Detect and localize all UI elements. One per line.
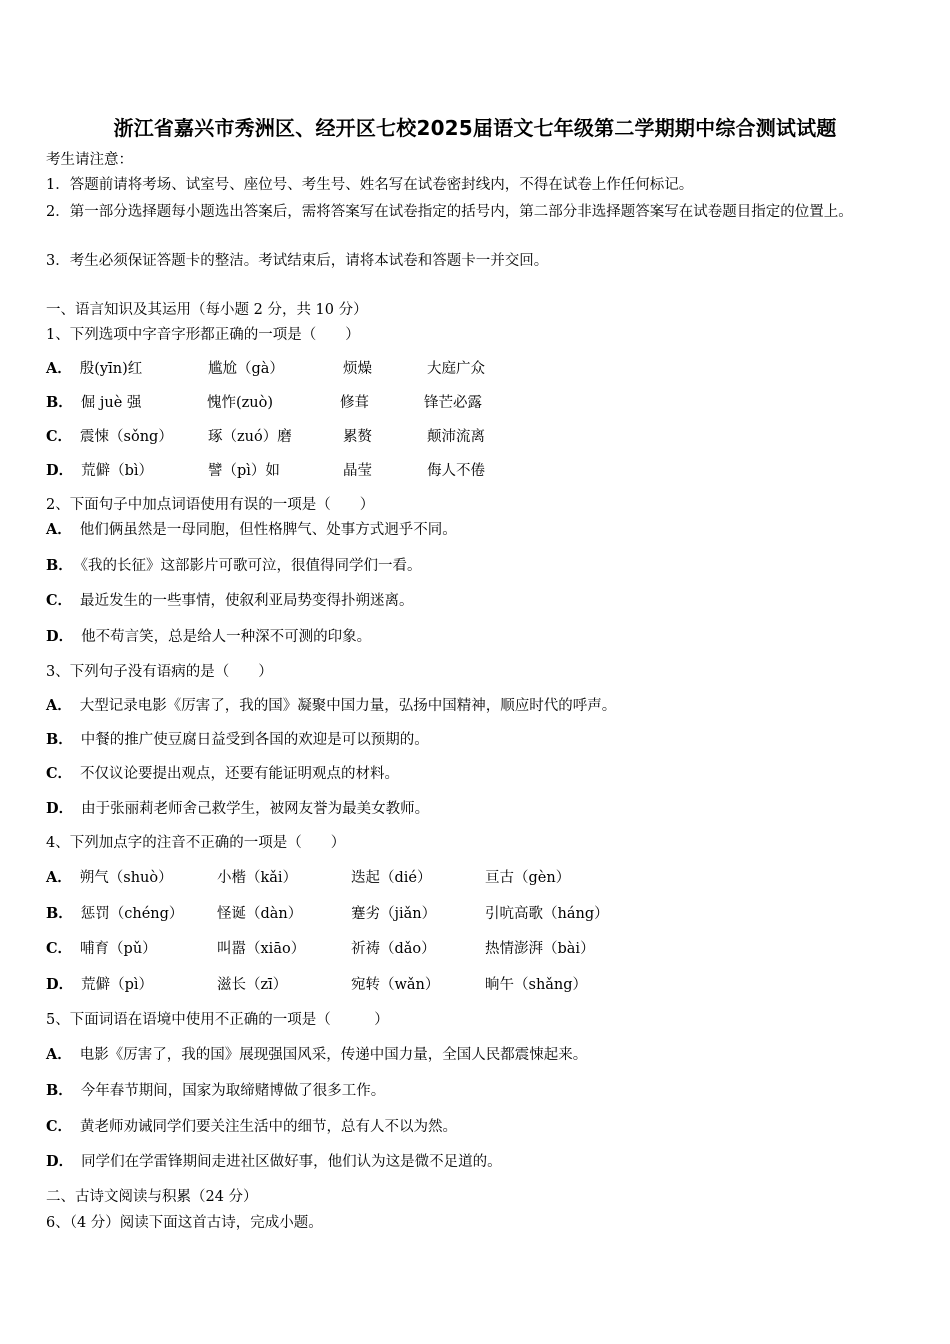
option-row xyxy=(46,939,157,959)
option-row xyxy=(46,1081,385,1101)
option-text: 电影《厉害了，我的国》展现强国风采，传递中国力量，全国人民都震悚起来。 xyxy=(79,1047,588,1063)
question-stem: 3、下列句子没有语病的是（ ） xyxy=(46,664,273,680)
option-item: 小楷（kǎi） xyxy=(217,870,298,886)
option-item: 荒僻（pì） xyxy=(81,977,153,993)
option-label: A． xyxy=(46,360,72,377)
option-item: 亘古（gèn） xyxy=(485,870,571,886)
option-label: C． xyxy=(46,592,73,609)
option-item: 迭起（dié） xyxy=(351,870,432,886)
option-item: 晌午（shǎng） xyxy=(485,977,588,993)
option-text: 《我的长征》这部影片可歌可泣，很值得同学们一看。 xyxy=(80,558,422,574)
option-label: B． xyxy=(46,731,73,748)
option-label: D． xyxy=(46,976,74,993)
option-text: 今年春节期间，国家为取缔赌博做了很多工作。 xyxy=(80,1083,386,1099)
notice-item: 1．答题前请将考场、试室号、座位号、考生号、姓名写在试卷密封线内，不得在试卷上作任何标记。 xyxy=(46,177,694,193)
option-item: 愧怍(zuò) xyxy=(207,395,274,411)
option-item: 朔气（shuò） xyxy=(79,870,173,886)
option-text: 大型记录电影《厉害了，我的国》凝聚中国力量，弘扬中国精神，顺应时代的呼声。 xyxy=(79,698,617,714)
option-row xyxy=(46,393,141,413)
option-text: 中餐的推广使豆腐日益受到各国的欢迎是可以预期的。 xyxy=(80,732,429,748)
option-row xyxy=(46,764,399,784)
option-row xyxy=(46,556,422,576)
option-text: 他们俩虽然是一母同胞，但性格脾气、处事方式迥乎不同。 xyxy=(79,522,457,538)
option-label: A． xyxy=(46,1046,72,1063)
option-label: B． xyxy=(46,394,73,411)
option-label: C． xyxy=(46,1118,73,1135)
option-item: 譬（pì）如 xyxy=(208,463,280,479)
section-heading: 二、古诗文阅读与积累（24 分） xyxy=(46,1189,258,1205)
option-row xyxy=(46,520,457,540)
option-text: 同学们在学雷锋期间走进社区做好事，他们认为这是微不足道的。 xyxy=(81,1154,502,1170)
exam-title: 浙江省嘉兴市秀洲区、经开区七校2025届语文七年级第二学期期中综合测试试题 xyxy=(113,116,837,140)
option-label: D． xyxy=(46,628,74,645)
option-item: 震悚（sǒng） xyxy=(80,429,173,445)
option-item: 颠沛流离 xyxy=(427,429,485,445)
option-row xyxy=(46,1045,587,1065)
option-item: 宛转（wǎn） xyxy=(351,977,440,993)
notice-heading: 考生请注意： xyxy=(46,152,133,168)
option-item: 尴尬（gà） xyxy=(208,361,284,377)
option-row xyxy=(46,868,173,888)
option-item: 惩罚（chéng） xyxy=(80,906,184,922)
option-item: 侮人不倦 xyxy=(427,463,485,479)
option-item: 锋芒必露 xyxy=(424,395,482,411)
option-item: 叫嚣（xiāo） xyxy=(217,941,306,957)
option-item: 哺育（pǔ） xyxy=(80,941,157,957)
option-text: 由于张丽莉老师舍己救学生，被网友誉为最美女教师。 xyxy=(81,801,430,817)
option-item: 祈祷（dǎo） xyxy=(351,941,436,957)
option-label: A． xyxy=(46,869,72,886)
question-stem: 6、（4 分）阅读下面这首古诗，完成小题。 xyxy=(46,1215,323,1231)
option-item: 滋长（zī） xyxy=(217,977,288,993)
option-row xyxy=(46,1152,502,1172)
option-label: B． xyxy=(46,1082,73,1099)
question-stem: 5、下面词语在语境中使用不正确的一项是（ ） xyxy=(46,1012,389,1028)
option-text: 黄老师劝诫同学们要关注生活中的细节，总有人不以为然。 xyxy=(80,1119,458,1135)
option-text: 最近发生的一些事情，使叙利亚局势变得扑朔迷离。 xyxy=(80,593,414,609)
option-row xyxy=(46,461,153,481)
option-row xyxy=(46,799,429,819)
option-label: D． xyxy=(46,1153,74,1170)
option-item: 怪诞（dàn） xyxy=(217,906,303,922)
option-row xyxy=(46,730,429,750)
question-stem: 4、下列加点字的注音不正确的一项是（ ） xyxy=(46,835,346,851)
option-text: 不仅议论要提出观点，还要有能证明观点的材料。 xyxy=(80,766,400,782)
option-item: 荒僻（bì） xyxy=(81,463,153,479)
notice-item: 2．第一部分选择题每小题选出答案后，需将答案写在试卷指定的括号内，第二部分非选择题答案写在试卷题目指定的位置上。 xyxy=(46,204,853,220)
section-heading: 一、语言知识及其运用（每小题 2 分，共 10 分） xyxy=(46,302,368,318)
option-label: D． xyxy=(46,800,74,817)
option-label: D． xyxy=(46,462,74,479)
option-item: 殷(yīn)红 xyxy=(79,361,143,377)
option-item: 修葺 xyxy=(340,395,369,411)
notice-item: 3．考生必须保证答题卡的整洁。考试结束后，请将本试卷和答题卡一并交回。 xyxy=(46,253,549,269)
option-label: C． xyxy=(46,940,73,957)
option-item: 琢（zuó）磨 xyxy=(208,429,292,445)
option-item: 晶莹 xyxy=(343,463,372,479)
option-label: C． xyxy=(46,765,73,782)
option-row xyxy=(46,904,183,924)
option-item: 蹇劣（jiǎn） xyxy=(351,906,437,922)
option-row xyxy=(46,427,173,447)
option-item: 热情澎湃（bài） xyxy=(485,941,595,957)
option-item: 倔 juè 强 xyxy=(80,395,142,411)
option-label: B． xyxy=(46,557,73,574)
option-row xyxy=(46,975,153,995)
option-row xyxy=(46,696,616,716)
option-row xyxy=(46,359,142,379)
option-text: 他不苟言笑，总是给人一种深不可测的印象。 xyxy=(81,629,372,645)
option-item: 引吭高歌（háng） xyxy=(485,906,609,922)
option-item: 大庭广众 xyxy=(427,361,485,377)
option-label: A． xyxy=(46,521,72,538)
option-label: B． xyxy=(46,905,73,922)
option-label: C． xyxy=(46,428,73,445)
option-row xyxy=(46,1117,457,1137)
option-row xyxy=(46,627,371,647)
option-item: 烦燥 xyxy=(343,361,372,377)
option-item: 累赘 xyxy=(343,429,372,445)
question-stem: 1、下列选项中字音字形都正确的一项是（ ） xyxy=(46,327,360,343)
option-label: A． xyxy=(46,697,72,714)
question-stem: 2、下面句子中加点词语使用有误的一项是（ ） xyxy=(46,497,375,513)
option-row xyxy=(46,591,414,611)
